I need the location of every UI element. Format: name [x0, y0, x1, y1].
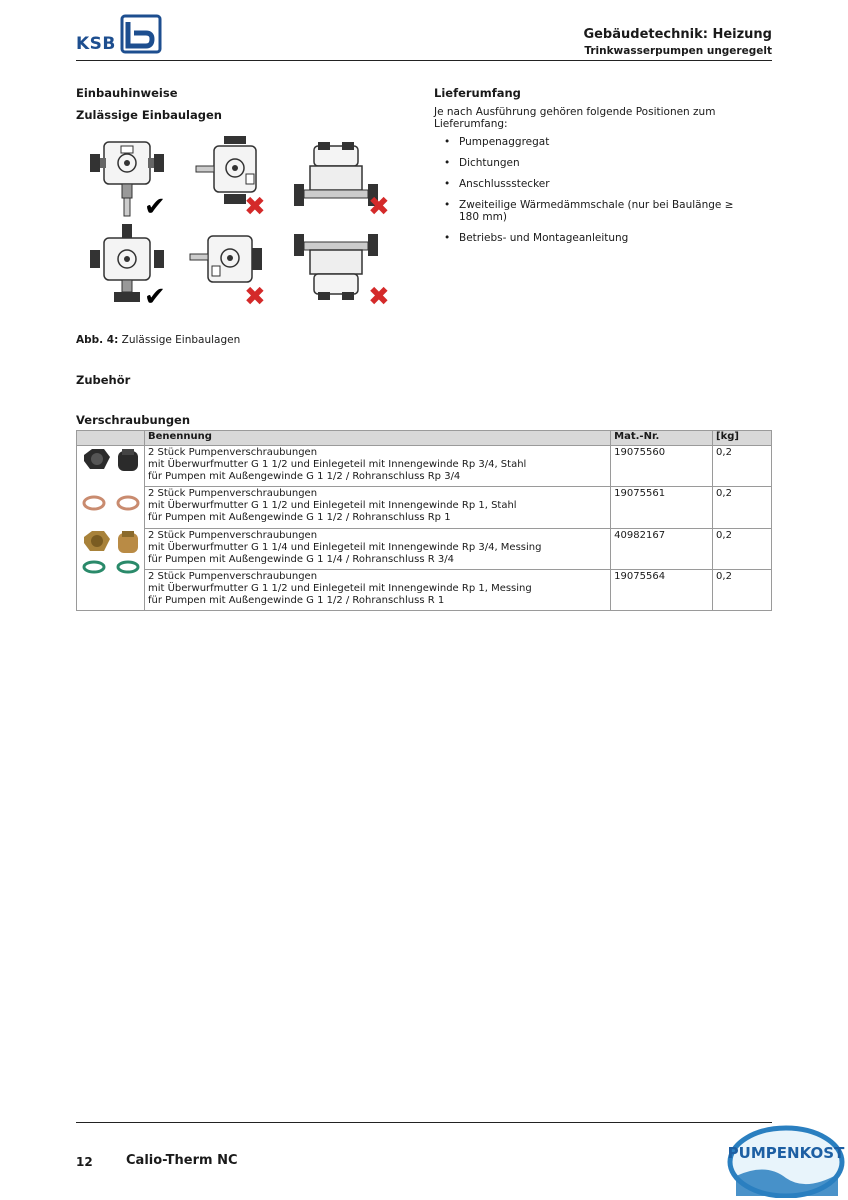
description-line: mit Überwurfmutter G 1 1/2 und Einlegeteil mit Innengewinde Rp 1, Stahl [147, 500, 517, 512]
steel-fitting-icon [80, 447, 140, 523]
description-line: für Pumpen mit Außengewinde G 1 1/2 / Rohranschluss Rp 3/4 [147, 471, 461, 482]
product-name: Calio-Therm NC [126, 1153, 238, 1168]
watermark-text: PUMPENKOST [727, 1144, 845, 1162]
list-item: • Zweiteilige Wärmedämmschale (nur bei Baulänge ≥ 180 mm) [434, 199, 749, 223]
description-cell [144, 446, 610, 487]
description-line: mit Überwurfmutter G 1 1/2 und Einlegeteil mit Innengewinde Rp 1, Messing [147, 582, 532, 594]
column-header: Mat.-Nr. [611, 431, 713, 446]
header-title: Gebäudetechnik: Heizung [583, 27, 772, 42]
material-number: 40982167 [611, 528, 713, 569]
caption-text: Zulässige Einbaulagen [121, 334, 241, 346]
footer-divider [76, 1122, 772, 1123]
weight-value: 0,2 [713, 487, 772, 528]
list-item: • Pumpenaggregat [434, 136, 754, 148]
description-line: 2 Stück Pumpenverschraubungen [147, 570, 318, 582]
description-cell [144, 528, 610, 569]
column-header: Benennung [144, 431, 610, 446]
description-line: für Pumpen mit Außengewinde G 1 1/4 / Rohranschluss R 3/4 [147, 553, 454, 565]
accessories-heading: Zubehör [76, 373, 131, 387]
caption-label: Abb. 4: [76, 334, 119, 346]
logo-text: KSB [76, 34, 116, 54]
header-divider [76, 60, 772, 61]
installation-figure [76, 130, 406, 318]
weight-value: 0,2 [713, 569, 772, 610]
list-item: • Betriebs- und Montageanleitung [434, 232, 754, 244]
steel-fitting-image [77, 446, 145, 529]
table-row [77, 528, 772, 569]
table-row [77, 487, 772, 528]
table-row [77, 446, 772, 487]
description-line: mit Überwurfmutter G 1 1/2 und Einlegeteil mit Innengewinde Rp 3/4, Stahl [147, 459, 527, 470]
cross-icon: ✖ [244, 282, 266, 312]
weight-value: 0,2 [713, 446, 772, 487]
fittings-table [76, 430, 772, 611]
description-line: 2 Stück Pumpenverschraubungen [147, 447, 318, 458]
column-header: [kg] [713, 431, 772, 446]
material-number: 19075564 [611, 569, 713, 610]
pumpenkost-watermark [726, 1122, 846, 1198]
table-header-row [77, 431, 772, 446]
header-subtitle: Trinkwasserpumpen ungeregelt [584, 45, 772, 57]
list-item: • Dichtungen [434, 157, 754, 169]
scope-list [434, 136, 754, 253]
description-line: für Pumpen mit Außengewinde G 1 1/2 / Rohranschluss R 1 [147, 594, 445, 606]
pump-motor-top-drawing [292, 134, 378, 218]
scope-heading: Lieferumfang [434, 86, 521, 100]
list-item: • Anschlussstecker [434, 178, 754, 190]
brass-fitting-image [77, 528, 145, 611]
description-cell [144, 569, 610, 610]
description-line: für Pumpen mit Außengewinde G 1 1/2 / Rohranschluss Rp 1 [147, 512, 451, 524]
description-line: 2 Stück Pumpenverschraubungen [147, 488, 318, 500]
fittings-heading: Verschraubungen [76, 413, 191, 427]
check-icon: ✔ [144, 192, 166, 222]
figure-caption [76, 334, 240, 346]
description-cell [144, 487, 610, 528]
cross-icon: ✖ [368, 192, 390, 222]
page-number: 12 [76, 1155, 93, 1169]
install-subheading: Zulässige Einbaulagen [76, 108, 222, 122]
install-heading: Einbauhinweise [76, 86, 178, 100]
cross-icon: ✖ [244, 192, 266, 222]
check-icon: ✔ [144, 282, 166, 312]
scope-intro: Je nach Ausführung gehören folgende Positionen zum Lieferumfang: [434, 106, 716, 130]
description-line: 2 Stück Pumpenverschraubungen [147, 529, 318, 541]
pump-motor-bottom-drawing [292, 222, 378, 306]
material-number: 19075560 [611, 446, 713, 487]
weight-value: 0,2 [713, 528, 772, 569]
cross-icon: ✖ [368, 282, 390, 312]
description-line: mit Überwurfmutter G 1 1/4 und Einlegeteil mit Innengewinde Rp 3/4, Messing [147, 541, 542, 553]
image-column-header [77, 431, 145, 446]
brass-fitting-icon [80, 529, 140, 605]
material-number: 19075561 [611, 487, 713, 528]
table-row [77, 569, 772, 610]
